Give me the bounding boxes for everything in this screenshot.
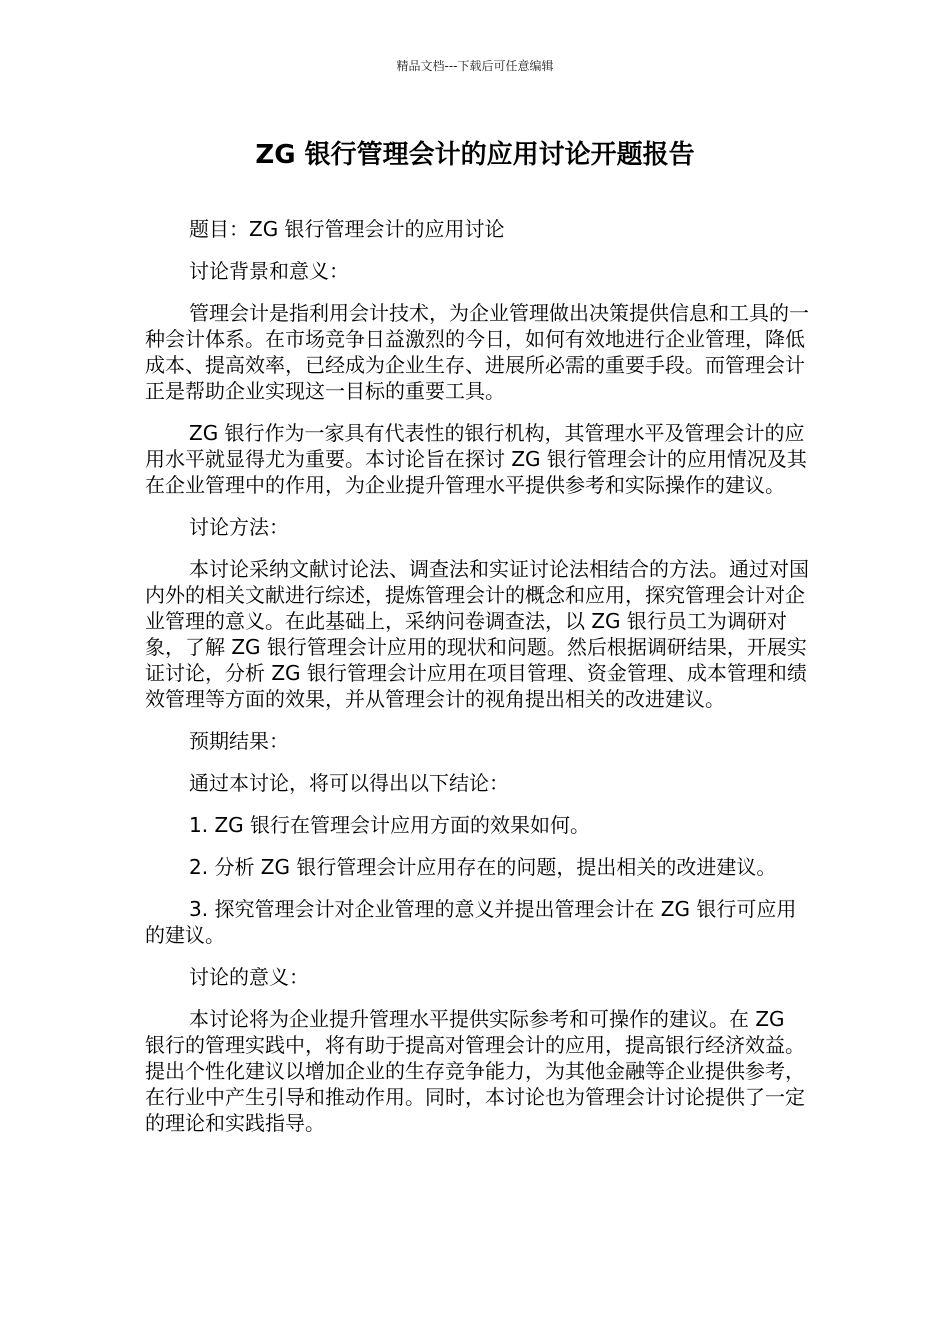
paragraph-method-heading: 讨论方法： [189,515,289,539]
paragraph-result-2: 2. 分析 ZG 银行管理会计应用存在的问题，提出相关的改进建议。 [189,855,777,879]
paragraph-topic: 题目：ZG 银行管理会计的应用讨论 [189,217,505,241]
paragraph-background-2: ZG 银行作为一家具有代表性的银行机构，其管理水平及管理会计的应用水平就显得尤为重要。本讨论旨在探讨 ZG 银行管理会计的应用情况及其在企业管理中的作用，为企业提升管理水平提供参考和实际操作的建议。 [145,421,807,497]
document-title: ZG 银行管理会计的应用讨论开题报告 [255,140,695,170]
paragraph-result-1: 1. ZG 银行在管理会计应用方面的效果如何。 [189,813,590,837]
header-note: 精品文档---下载后可任意编辑 [396,59,554,73]
paragraph-background-heading: 讨论背景和意义： [189,259,349,283]
paragraph-significance-heading: 讨论的意义： [189,965,309,989]
document-body [145,216,810,1152]
paragraph-background-1: 管理会计是指利用会计技术，为企业管理做出决策提供信息和工具的一种会计体系。在市场竞争日益激烈的今日，如何有效地进行企业管理，降低成本、提高效率，已经成为企业生存、进展所必需的重要手段。而管理会计正是帮助企业实现这一目标的重要工具。 [145,301,809,403]
paragraph-results-heading: 预期结果： [189,729,289,753]
paragraph-significance: 本讨论将为企业提升管理水平提供实际参考和可操作的建议。在 ZG 银行的管理实践中，将有助于提高对管理会计的应用，提高银行经济效益。提出个性化建议以增加企业的生存竞争能力，为其他金融等企业提供参考，在行业中产生引导和推动作用。同时，本讨论也为管理会计讨论提供了一定的理论和实践指导。 [145,1007,805,1135]
paragraph-results-intro: 通过本讨论，将可以得出以下结论： [189,771,509,795]
paragraph-method: 本讨论采纳文献讨论法、调查法和实证讨论法相结合的方法。通过对国内外的相关文献进行综述，提炼管理会计的概念和应用，探究管理会计对企业管理的意义。在此基础上，采纳问卷调查法，以 ZG 银行员工为调研对象，了解 ZG 银行管理会计应用的现状和问题。然后根据调研结果，开展实证讨论，分析 ZG 银行管理会计应用在项目管理、资金管理、成本管理和绩效管理等方面的效果，并从管理会计的视角提出相关的改进建议。 [145,557,809,711]
paragraph-result-3: 3. 探究管理会计对企业管理的意义并提出管理会计在 ZG 银行可应用的建议。 [145,897,797,947]
